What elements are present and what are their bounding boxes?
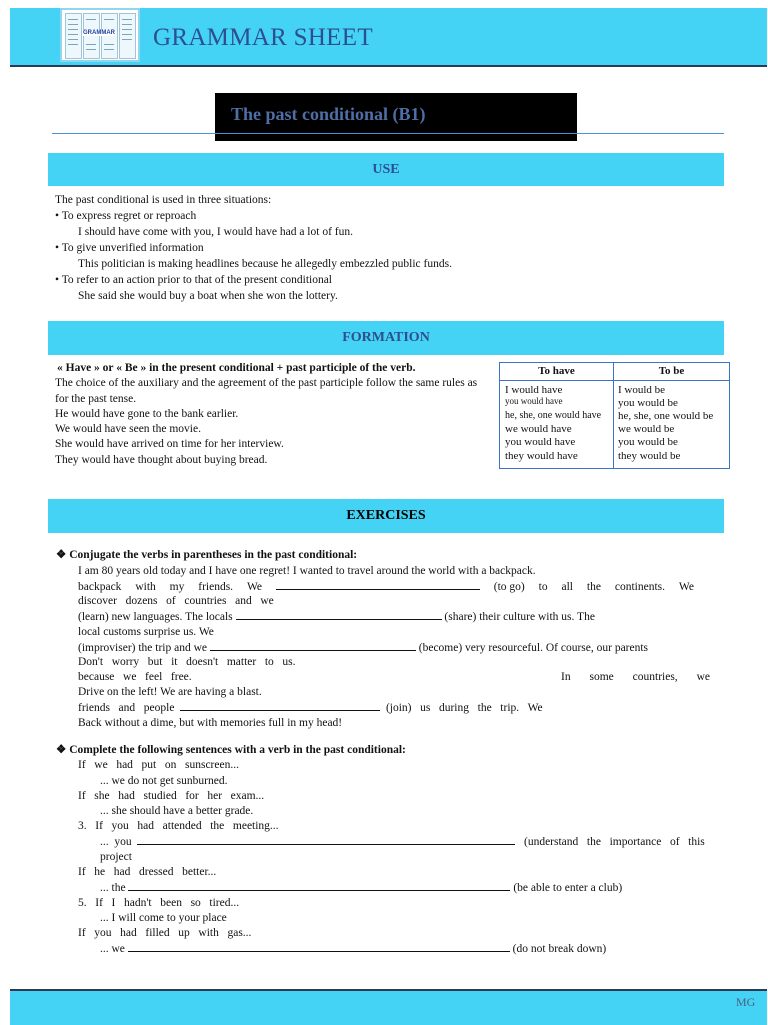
answer-blank[interactable] xyxy=(236,608,442,620)
exercise-1-line: (learn) new languages. The locals (share) their culture with us. The xyxy=(78,608,595,625)
formation-line-1: The choice of the auxiliary and the agreement of the past participle follow the same rules as xyxy=(55,377,478,389)
table-cell: you would be xyxy=(618,436,678,448)
exercise-2-continuation: ... she should have a better grade. xyxy=(100,805,254,817)
answer-blank[interactable] xyxy=(276,578,480,590)
use-point-1: • To express regret or reproach xyxy=(55,210,197,222)
exercise-1-line: because we feel free. xyxy=(78,671,192,683)
exercise-2-continuation: ... the (be able to enter a club) xyxy=(100,879,622,896)
footer-bar xyxy=(10,989,767,1025)
exercise-2-continuation: ... we do not get sunburned. xyxy=(100,775,228,787)
formation-line-2: for the past tense. xyxy=(55,393,137,405)
exercise-1-line: Drive on the left! We are having a blast. xyxy=(78,686,262,698)
answer-blank[interactable] xyxy=(128,879,510,891)
conjugation-table xyxy=(499,362,730,469)
exercise-1-title: ❖ Conjugate the verbs in parentheses in the past conditional: xyxy=(56,549,358,561)
use-example-2: This politician is making headlines because he allegedly embezzled public funds. xyxy=(78,258,452,270)
table-cell: we would have xyxy=(505,423,572,435)
page-title: The past conditional (B1) xyxy=(231,104,426,124)
formation-example-1: He would have gone to the bank earlier. xyxy=(55,408,239,420)
table-header-to-be: To be xyxy=(658,365,685,377)
table-cell: he, she, one would have xyxy=(505,410,602,421)
diamond-bullet-icon: ❖ xyxy=(56,549,67,561)
table-cell: they would have xyxy=(505,450,578,462)
use-example-3: She said she would buy a boat when she won the lottery. xyxy=(78,290,338,302)
exercise-1-line: Back without a dime, but with memories full in my head! xyxy=(78,717,343,729)
page-header-title: GRAMMAR SHEET xyxy=(153,24,373,51)
exercise-2-continuation: ... I will come to your place xyxy=(100,912,227,924)
footer-initials: MG xyxy=(736,995,756,1009)
exercise-1-line: discover dozens of countries and we xyxy=(78,595,274,607)
exercise-2-continuation: project xyxy=(100,851,132,863)
exercise-1-line: backpack with my friends. We (to go) to all the continents. We xyxy=(78,578,694,595)
exercise-2-continuation: ... you (understand the importance of this xyxy=(100,833,705,850)
diamond-bullet-icon: ❖ xyxy=(56,744,67,756)
use-heading: USE xyxy=(48,153,724,186)
table-cell: I would have xyxy=(505,384,563,396)
exercises-heading: EXERCISES xyxy=(48,499,724,533)
table-cell: you would be xyxy=(618,397,678,409)
exercise-2-title: ❖ Complete the following sentences with a verb in the past conditional: xyxy=(56,744,406,756)
formation-example-4: They would have thought about buying bread. xyxy=(55,454,268,466)
exercise-1-line: local customs surprise us. We xyxy=(78,626,214,638)
table-cell: we would be xyxy=(618,423,675,435)
table-cell: you would have xyxy=(505,396,563,406)
use-example-1: I should have come with you, I would have had a lot of fun. xyxy=(78,226,353,238)
worksheet-thumbnail-logo xyxy=(60,8,140,62)
title-rule xyxy=(52,133,724,134)
exercise-2-sentence: 5. If I hadn't been so tired... xyxy=(78,897,240,909)
exercise-1-line: Don't worry but it doesn't matter to us. xyxy=(78,656,296,668)
answer-blank[interactable] xyxy=(180,699,380,711)
exercise-2-sentence: If you had filled up with gas... xyxy=(78,927,252,939)
table-cell: I would be xyxy=(618,384,666,396)
answer-blank[interactable] xyxy=(128,940,510,952)
formation-example-3: She would have arrived on time for her interview. xyxy=(55,438,284,450)
use-intro: The past conditional is used in three situations: xyxy=(55,194,272,206)
exercise-2-continuation: ... we (do not break down) xyxy=(100,940,606,957)
exercise-2-sentence: If she had studied for her exam... xyxy=(78,790,265,802)
exercise-2-sentence: If we had put on sunscreen... xyxy=(78,759,239,771)
exercise-1-line: (improviser) the trip and we (become) very resourceful. Of course, our parents xyxy=(78,639,648,656)
formation-rule: « Have » or « Be » in the present conditional + past participle of the verb. xyxy=(57,362,416,374)
table-header-to-have: To have xyxy=(538,365,575,377)
table-cell: he, she, one would be xyxy=(618,410,714,422)
formation-heading: FORMATION xyxy=(48,321,724,355)
exercise-2-sentence: 3. If you had attended the meeting... xyxy=(78,820,279,832)
formation-example-2: We would have seen the movie. xyxy=(55,423,201,435)
exercise-1-line: friends and people (join) us during the trip. We xyxy=(78,699,543,716)
use-point-3: • To refer to an action prior to that of the present conditional xyxy=(55,274,333,286)
answer-blank[interactable] xyxy=(210,639,416,651)
exercise-1-line: I am 80 years old today and I have one regret! I wanted to travel around the world with a backpack. xyxy=(78,565,536,577)
answer-blank[interactable] xyxy=(137,833,515,845)
use-point-2: • To give unverified information xyxy=(55,242,204,254)
thumbnail-label: GRAMMAR xyxy=(83,30,115,36)
exercise-2-sentence: If he had dressed better... xyxy=(78,866,217,878)
table-cell: you would have xyxy=(505,436,576,448)
table-cell: they would be xyxy=(618,450,681,462)
exercise-1-line: In some countries, we xyxy=(561,671,710,683)
